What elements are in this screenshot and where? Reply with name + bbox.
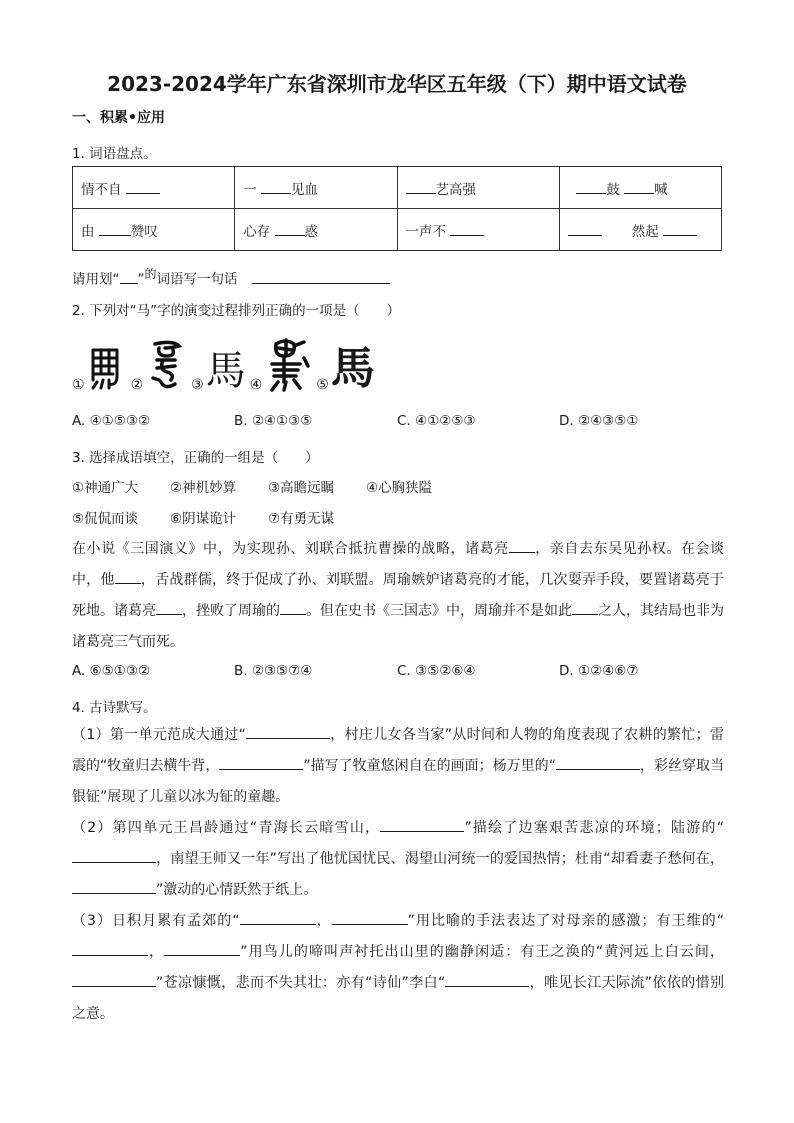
q4-part-2: （2）第四单元王昌龄通过“青海长云暗雪山， ”描绘了边塞艰苦悲凉的环境；陆游的“，南望王师又一年”写出了他忧国忧民、渴望山河统一的爱国热情；杜甫“却看妻子愁何在，”激动的心情跃然于纸上。 [72,813,724,906]
glyph-item: ③ 馬 [191,348,246,394]
q1-sentence-prompt: 请用划“ ”$^的$词语写一句话 [72,265,390,288]
horse-evolution-glyphs [72,336,402,396]
idiom-item: ②神机妙算 [170,480,237,496]
word-cell: 艺高强 [397,167,559,209]
oracle-bone-horse-icon [264,336,312,392]
option-a[interactable]: A. ④①⑤③② [72,413,151,429]
bronze-script-horse-icon [145,338,187,392]
q3-title: 3. 选择成语填空，正确的一组是（ ） [72,450,319,466]
fill-blank[interactable] [240,910,316,925]
glyph-item: ① [72,340,127,392]
section-heading: 一、积累•应用 [72,110,165,126]
table-row [73,167,722,209]
regular-traditional-horse-glyph: 馬 [205,348,246,394]
idiom-item: ⑤侃侃而谈 [72,511,139,527]
fill-blank[interactable] [72,848,156,863]
fill-blank[interactable] [663,221,697,236]
option-d[interactable]: D. ①②④⑥⑦ [559,663,639,679]
fill-blank[interactable] [576,179,606,194]
fill-blank[interactable] [115,569,141,584]
word-table [72,166,722,251]
option-c[interactable]: C. ③⑤②⑥④ [397,663,476,679]
word-cell: 心存 惑 [235,209,397,251]
glyph-item: ④ [250,336,313,392]
fill-blank[interactable] [275,221,305,236]
q4-part-3: （3）日积月累有孟郊的“ ， ”用比喻的手法表达了对母亲的感激；有王维的“， ”用鸟儿的啼叫声衬托出山里的幽静闲适：有王之涣的“黄河远上白云间，”苍凉慷慨，悲而不失其壮：亦有“诗仙”李白“ ，唯见长江天际流”依依的惜别之意。 [72,906,724,1030]
exam-title: 2023-2024学年广东省深圳市龙华区五年级（下）期中语文试卷 [107,72,687,96]
q2-title: 2. 下列对“马”字的演变过程排列正确的一项是（ ） [72,303,401,319]
fill-blank[interactable] [280,600,306,615]
fill-blank[interactable] [572,600,598,615]
idiom-item: ⑦有勇无谋 [268,511,335,527]
fill-blank[interactable] [556,755,640,770]
fill-blank[interactable] [509,538,535,553]
fill-blank[interactable] [72,941,148,956]
fill-blank[interactable] [219,755,303,770]
fill-blank[interactable] [445,972,529,987]
q4-part-1: （1）第一单元范成大通过“ ，村庄儿女各当家”从时间和人物的角度表现了农耕的繁忙；雷震的“牧童归去横牛背， ”描写了牧童悠闲自在的画面；杨万里的“ ，彩丝穿取当银钲”展现了儿童以冰为钲的童趣。 [72,720,724,813]
fill-blank[interactable] [72,972,156,987]
fill-blank[interactable] [164,941,240,956]
fill-blank[interactable] [332,910,408,925]
word-cell: 一 见血 [235,167,397,209]
fill-blank[interactable] [72,879,156,894]
q1-title: 1. 词语盘点。 [72,146,157,162]
fill-blank[interactable] [99,221,131,236]
option-d[interactable]: D. ②④③⑤① [559,413,639,429]
q4-title: 4. 古诗默写。 [72,700,157,716]
idiom-item: ⑥阴谋诡计 [170,511,237,527]
option-a[interactable]: A. ⑥⑤①③② [72,663,151,679]
word-cell: 一声不 [397,209,559,251]
fill-blank[interactable] [261,179,291,194]
fill-blank[interactable] [568,221,602,236]
table-row [73,209,722,251]
word-cell: 然起 [559,209,721,251]
q3-passage: 在小说《三国演义》中，为实现孙、刘联合抵抗曹操的战略，诸葛亮 ，亲自去东吴见孙权。在会谈中，他 ，舌战群儒，终于促成了孙、刘联盟。周瑜嫉妒诸葛亮的才能，几次耍弄手段，要置诸葛亮于死地。诸葛亮 ，挫败了周瑜的 。但在史书《三国志》中，周瑜并不是如此 之人，其结局也非为诸葛亮三气而死。 [72,534,724,658]
option-b[interactable]: B. ②④①③⑤ [234,413,313,429]
idiom-item: ③高瞻远瞩 [268,480,335,496]
fill-blank[interactable] [624,179,654,194]
fill-blank[interactable] [450,221,484,236]
word-cell: 情不自 [73,167,235,209]
word-cell: 由 赞叹 [73,209,235,251]
fill-blank[interactable] [246,724,330,739]
option-c[interactable]: C. ④①②⑤③ [397,413,476,429]
fill-blank [120,269,138,284]
fill-blank[interactable] [380,817,464,832]
fill-blank[interactable] [126,179,160,194]
word-cell: 鼓 喊 [559,167,721,209]
clerical-traditional-horse-glyph: 馬 [330,343,375,394]
fill-blank[interactable] [406,179,436,194]
glyph-item: ⑤ 馬 [316,343,375,394]
fill-blank[interactable] [156,600,182,615]
idiom-item: ④心胸狭隘 [366,480,433,496]
idiom-item: ①神通广大 [72,480,139,496]
seal-script-horse-icon [87,340,127,392]
option-b[interactable]: B. ②③⑤⑦④ [234,663,313,679]
sentence-answer-blank[interactable] [252,269,390,284]
glyph-item: ② [131,338,188,392]
